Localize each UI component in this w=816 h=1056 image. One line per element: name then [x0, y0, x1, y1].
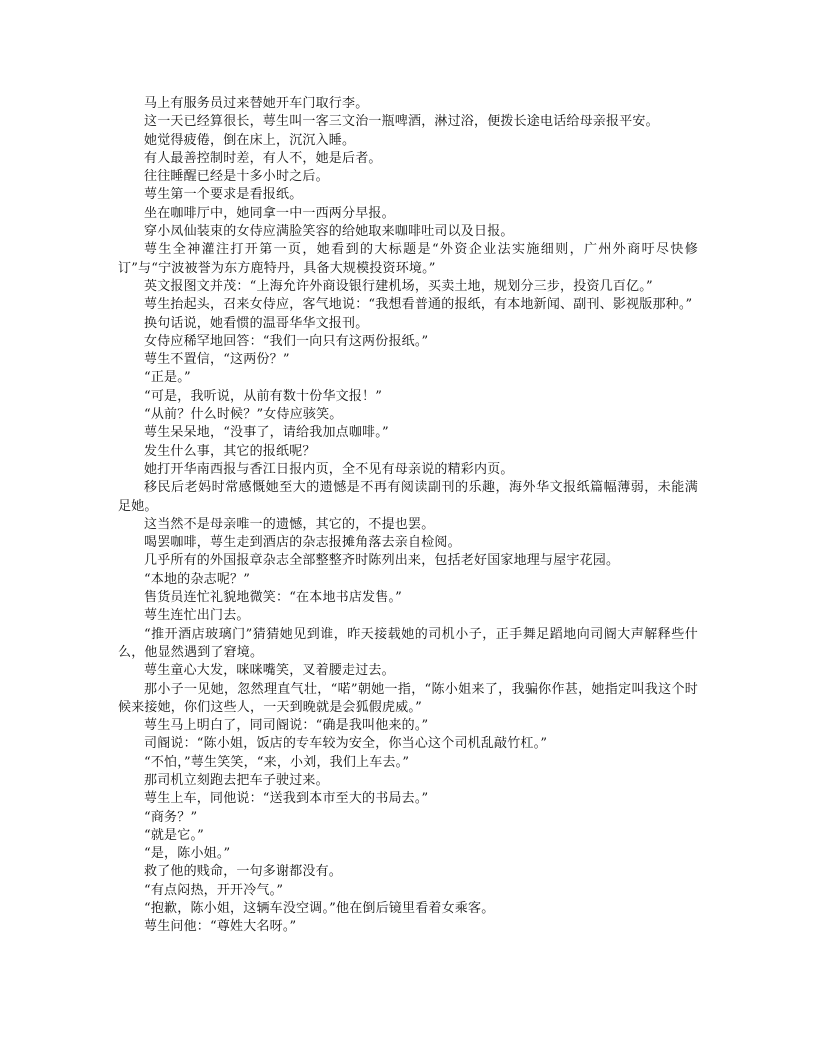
paragraph: 那小子一见她，忽然理直气壮，“喏”朝她一指，“陈小姐来了，我骗你作甚，她指定叫我这个时候来接她，你们这些人，一天到晚就是会狐假虎威。”	[118, 681, 698, 715]
paragraph: “正是。”	[144, 370, 191, 386]
paragraph: 萼生第一个要求是看报纸。	[144, 187, 303, 203]
paragraph: “有点闷热，开开冷气。”	[144, 882, 284, 898]
paragraph: 萼生马上明白了，同司阍说：“确是我叫他来的。”	[144, 718, 429, 734]
paragraph: 有人最善控制时差，有人不，她是后者。	[144, 150, 382, 166]
paragraph: 萼生上车，同他说：“送我到本市至大的书局去。”	[144, 791, 429, 807]
text-body	[118, 95, 698, 937]
paragraph: 司阍说：“陈小姐，饭店的专车较为安全，你当心这个司机乱敲竹杠。”	[144, 736, 548, 752]
paragraph: 几乎所有的外国报章杂志全部整整齐时陈列出来，包括老好国家地理与屋宇花园。	[144, 553, 620, 569]
paragraph: 萼生抬起头，召来女侍应，客气地说：“我想看普通的报纸，有本地新闻、副刊、影视版那种。”	[144, 297, 693, 313]
paragraph: “是，陈小姐。”	[144, 846, 231, 862]
paragraph: 穿小凤仙装束的女侍应满脸笑容的给她取来咖啡吐司以及日报。	[144, 224, 514, 240]
paragraph: 救了他的贱命，一句多谢都没有。	[144, 864, 343, 880]
paragraph: “抱歉，陈小姐，这辆车没空调。”他在倒后镜里看着女乘客。	[144, 901, 495, 917]
paragraph: 售货员连忙礼貌地微笑：“在本地书店发售。”	[144, 590, 402, 606]
paragraph: 她打开华南西报与香江日报内页，全不见有母亲说的精彩内页。	[144, 461, 514, 477]
paragraph: 喝罢咖啡，萼生走到酒店的杂志报摊角落去亲自检阅。	[144, 535, 461, 551]
paragraph: 马上有服务员过来替她开车门取行李。	[144, 96, 369, 111]
paragraph: “商务？”	[144, 809, 198, 825]
paragraph: 这当然不是母亲唯一的遗憾，其它的，不提也罢。	[144, 516, 435, 532]
paragraph: 这一天已经算很长，萼生叫一客三文治一瓶啤酒，淋过浴，便拨长途电话给母亲报平安。	[144, 114, 659, 130]
paragraph: 她觉得疲倦，倒在床上，沉沉入睡。	[144, 132, 356, 148]
paragraph: “从前？什么时候？”女侍应骇笑。	[144, 407, 343, 423]
paragraph: 英文报图文并茂：“上海允许外商设银行建机场，买卖土地，规划分三步，投资几百亿。”	[144, 278, 653, 294]
paragraph: 发生什么事，其它的报纸呢？	[144, 443, 316, 459]
paragraph: 萼生不置信，“这两份？”	[144, 352, 290, 368]
paragraph: 萼生全神灌注打开第一页，她看到的大标题是“外资企业法实施细则，广州外商吁尽快修订”与“宁波被誉为东方鹿特丹，具备大规模投资环境。”	[118, 242, 698, 276]
paragraph: 萼生呆呆地，“没事了，请给我加点咖啡。”	[144, 425, 389, 441]
paragraph: 移民后老妈时常感慨她至大的遗憾是不再有阅读副刊的乐趣，海外华文报纸篇幅薄弱，未能满足她。	[118, 480, 698, 514]
paragraph: 女侍应稀罕地回答：“我们一向只有这两份报纸。”	[144, 333, 429, 349]
paragraph: “可是，我听说，从前有数十份华文报！”	[144, 388, 383, 404]
paragraph: “本地的杂志呢？”	[144, 571, 251, 587]
paragraph: “就是它。”	[144, 827, 204, 843]
paragraph: 换句话说，她看惯的温哥华华文报刊。	[144, 315, 369, 331]
paragraph: 往往睡醒已经是十多小时之后。	[144, 169, 329, 185]
paragraph: 萼生问他：“尊姓大名呀。”	[144, 919, 297, 935]
paragraph: 坐在咖啡厅中，她同拿一中一西两分早报。	[144, 205, 395, 221]
paragraph: 萼生童心大发，咪咪嘴笑，叉着腰走过去。	[144, 663, 395, 679]
paragraph: “不怕，”萼生笑笑，“来，小刘，我们上车去。”	[144, 754, 410, 770]
paragraph: “推开酒店玻璃门”猜猜她见到谁，昨天接载她的司机小子，正手舞足蹈地向司阍大声解释些什么，他显然遇到了窘境。	[118, 626, 698, 660]
paragraph: 萼生连忙出门去。	[144, 608, 250, 624]
paragraph: 那司机立刻跑去把车子驶过来。	[144, 772, 329, 788]
